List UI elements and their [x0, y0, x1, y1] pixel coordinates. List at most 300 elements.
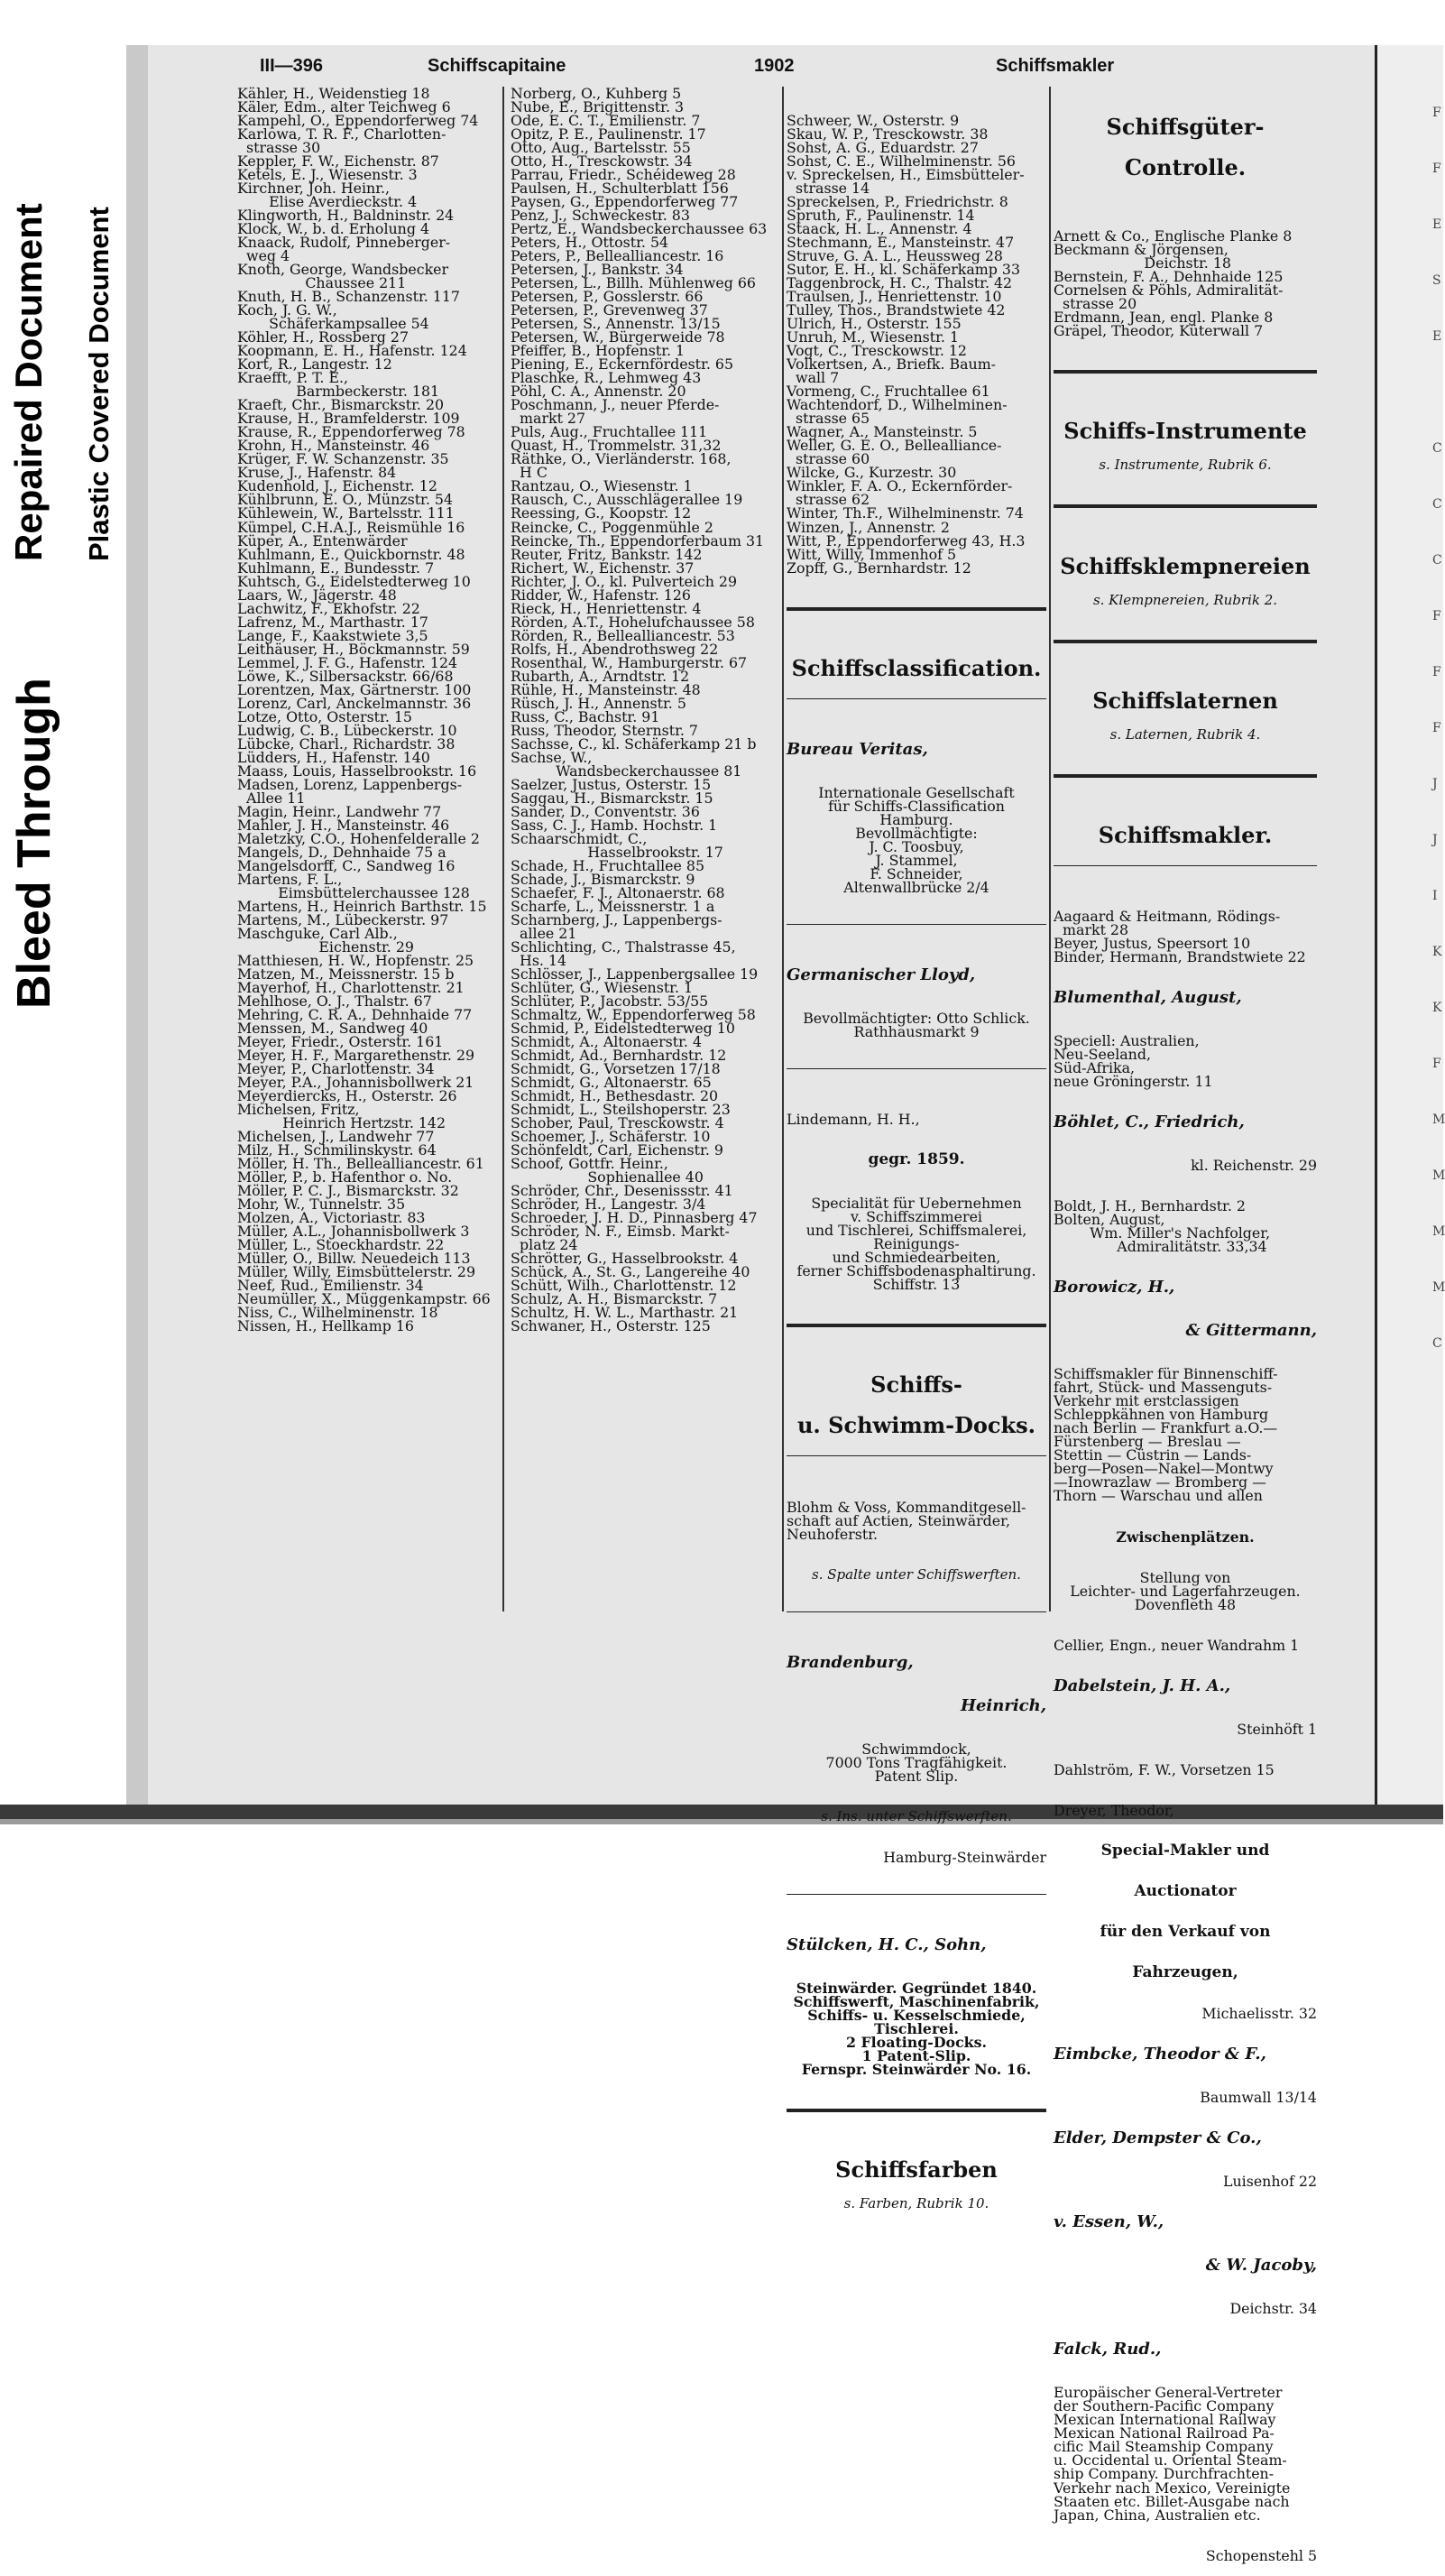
list-entry: Mayerhof, H., Charlottenstr. 21 — [237, 979, 465, 997]
list-entry: Meyerdiercks, H., Osterstr. 26 — [237, 1087, 457, 1105]
list-entry: Meyer, P., Charlottenstr. 34 — [237, 1060, 435, 1078]
list-entry: ferner Schiffsbodenasphaltirung. — [796, 1262, 1036, 1280]
list-entry: Winter, Th.F., Wilhelminenstr. 74 — [787, 504, 1024, 522]
list-entry: schaft auf Actien, Steinwärder, — [787, 1511, 1010, 1529]
list-entry: Spreckelsen, P., Friedrichstr. 8 — [787, 193, 1008, 211]
list-entry: —Inowrazlaw — Bromberg — — [1054, 1473, 1266, 1491]
list-entry: Winzen, J., Annenstr. 2 — [787, 518, 950, 536]
list-entry: Norberg, O., Kuhberg 5 — [511, 85, 682, 102]
list-entry: Krohn, H., Mansteinstr. 46 — [237, 437, 430, 455]
elder-address: Luisenhof 22 — [1223, 2173, 1317, 2191]
list-entry: Mexican National Railroad Pa- — [1054, 2424, 1275, 2442]
list-entry: Internationale Gesellschaft — [818, 783, 1015, 801]
list-entry: Küper, A., Entenwärder — [237, 531, 408, 549]
section-makler-title: Schiffsmakler. — [1098, 821, 1273, 848]
list-entry: Admiralitätstr. 33,34 — [1054, 1238, 1267, 1256]
list-entry: strasse 62 — [787, 491, 870, 509]
column-3 — [787, 87, 1046, 2224]
list-entry: Matzen, M., Meissnerstr. 15 b — [237, 965, 455, 983]
list-entry: Kraeft, Chr., Bismarckstr. 20 — [237, 396, 445, 414]
list-entry: Opitz, P. E., Paulinenstr. 17 — [511, 125, 706, 143]
list-entry: Peters, H., Ottostr. 54 — [511, 234, 669, 252]
list-entry: Sutor, E. H., kl. Schäferkamp 33 — [787, 261, 1021, 279]
adjacent-fragment: E — [1432, 329, 1442, 344]
section-rule-thin — [787, 1455, 1046, 1470]
dreyer-special-1: Special-Makler und — [1100, 1841, 1270, 1860]
section-rule — [787, 1324, 1046, 1341]
list-entry: nach Berlin — Frankfurt a.O.— — [1054, 1419, 1278, 1437]
list-entry: Schroeder, J. H. D., Pinnasberg 47 — [511, 1209, 758, 1227]
column-2-list — [511, 87, 779, 1333]
list-entry: Karlowa, T. R. F., Charlotten- — [237, 125, 446, 143]
list-entry: Barmbeckerstr. 181 — [237, 383, 440, 401]
list-entry: neue Gröningerstr. 11 — [1054, 1073, 1213, 1091]
list-entry: Ketels, E. J., Wiesenstr. 3 — [237, 166, 418, 184]
column-3-list — [787, 114, 1046, 575]
list-entry: Koch, J. G. W., — [237, 301, 337, 319]
list-entry: Kühlewein, W., Bartelsstr. 111 — [237, 504, 455, 522]
list-entry: Lorentzen, Max, Gärtnerstr. 100 — [237, 680, 472, 698]
blohm-voss-details — [787, 1500, 1046, 1541]
list-entry: strasse 14 — [787, 180, 870, 198]
dreyer-address: Michaelisstr. 32 — [1201, 2005, 1317, 2023]
divider — [787, 1068, 1046, 1083]
essen-address: Deichstr. 34 — [1229, 2300, 1317, 2318]
list-entry: Parrau, Friedr., Schéideweg 28 — [511, 166, 736, 184]
list-entry: strasse 30 — [237, 139, 321, 157]
blumenthal-name: Blumenthal, August, — [1054, 987, 1242, 1007]
column-rule-1 — [502, 87, 504, 1611]
list-entry: Koopmann, E. H., Hafenstr. 124 — [237, 342, 467, 360]
adjacent-fragment: F — [1432, 609, 1441, 623]
list-entry: Rathhausmarkt 9 — [853, 1023, 980, 1041]
list-entry: 2 Floating-Docks. — [845, 2034, 988, 2052]
list-entry: Bernstein, F. A., Dehnhaide 125 — [1054, 268, 1284, 286]
list-entry: Vormeng, C., Fruchtallee 61 — [787, 383, 990, 401]
list-entry: Schade, H., Fruchtallee 85 — [511, 856, 705, 874]
list-entry: Schlichting, C., Thalstrasse 45, — [511, 937, 736, 956]
list-entry: Schiffsmakler für Binnenschiff- — [1054, 1365, 1278, 1383]
zwischenplaetzen: Zwischenplätzen. — [1116, 1528, 1255, 1546]
list-entry: Martens, F. L., — [237, 870, 343, 888]
eimbcke-name: Eimbcke, Theodor & F., — [1054, 2045, 1266, 2064]
column-rule-3 — [1049, 87, 1051, 1611]
list-entry: Ludwig, C. B., Lübeckerstr. 10 — [237, 721, 457, 739]
eimbcke-address: Baumwall 13/14 — [1200, 2089, 1317, 2107]
list-entry: Madsen, Lorenz, Lappenbergs- — [237, 775, 463, 793]
list-entry: Richter, J. O., kl. Pulverteich 29 — [511, 572, 737, 590]
list-entry: Scharfe, L., Meissnerstr. 1 a — [511, 897, 715, 915]
list-entry: Steinwärder. Gegründet 1840. — [796, 1980, 1037, 1997]
list-entry: Schleppkähnen von Hamburg — [1054, 1406, 1269, 1424]
list-entry: Rolfs, H., Abendrothsweg 22 — [511, 640, 719, 658]
list-entry: Rantzau, O., Wiesenstr. 1 — [511, 477, 693, 495]
list-entry: Hamburg. — [879, 810, 953, 828]
list-entry: Milz, H., Schmilinskystr. 64 — [237, 1141, 437, 1159]
list-entry: Matthiesen, H. W., Hopfenstr. 25 — [237, 952, 474, 969]
section-gueter-title-2: Controlle. — [1124, 154, 1247, 181]
dabelstein-name: Dabelstein, J. H. A., — [1054, 1676, 1231, 1695]
list-entry: Schiffs- u. Kesselschmiede, — [807, 2007, 1026, 2025]
list-entry: Martens, H., Heinrich Barthstr. 15 — [237, 897, 487, 915]
list-entry: Binder, Hermann, Brandstwiete 22 — [1054, 947, 1306, 965]
list-entry: H C — [511, 464, 548, 482]
adjacent-fragment: C — [1432, 441, 1442, 456]
list-entry: Reessing, G., Koopstr. 12 — [511, 504, 692, 522]
list-entry: ship Company. Durchfrachten- — [1054, 2465, 1275, 2483]
list-entry: Möller, P. C. J., Bismarckstr. 32 — [237, 1182, 459, 1200]
list-entry: Sohst, C. E., Wilhelminenstr. 56 — [787, 152, 1016, 171]
list-entry: Leichter- und Lagerfahrzeugen. — [1070, 1582, 1301, 1600]
list-entry: Petersen, P., Grevenweg 37 — [511, 301, 708, 319]
list-entry: Chaussee 211 — [237, 274, 407, 292]
dreyer-special-3: für den Verkauf von — [1100, 1922, 1271, 1941]
list-entry: Reincke, Th., Eppendorferbaum 31 — [511, 531, 765, 549]
list-entry: Kuhtsch, G., Eidelstedterweg 10 — [237, 572, 471, 590]
list-entry: Schwimmdock, — [861, 1740, 971, 1758]
list-entry: Sohst, A. G., Eduardstr. 27 — [787, 139, 979, 157]
list-entry: Schoemer, J., Schäferstr. 10 — [511, 1128, 711, 1146]
adjacent-fragment: J — [1432, 833, 1438, 847]
list-entry: Nube, E., Brigittenstr. 3 — [511, 98, 685, 116]
list-entry: berg—Posen—Nakel—Montwy — [1054, 1460, 1274, 1478]
stuelcken-details — [787, 1980, 1046, 2079]
list-entry: Stettin — Cüstrin — Lands- — [1054, 1446, 1252, 1464]
list-entry: Knoth, George, Wandsbecker — [237, 261, 449, 279]
bureau-veritas-details — [787, 783, 1046, 896]
list-entry: Rühle, H., Mansteinstr. 48 — [511, 680, 701, 698]
section-rule — [787, 2109, 1046, 2126]
list-entry: Meyer, P.A., Johannisbollwerk 21 — [237, 1074, 474, 1092]
list-entry: Plaschke, R., Lehmweg 43 — [511, 369, 702, 387]
list-entry: Schönfeldt, Carl, Eichenstr. 9 — [511, 1141, 723, 1159]
list-entry: cific Mail Steamship Company — [1054, 2438, 1274, 2456]
list-entry: Kümpel, C.H.A.J., Reismühle 16 — [237, 518, 465, 536]
section-rule — [1054, 504, 1317, 522]
list-entry: Lüdders, H., Hafenstr. 140 — [237, 748, 430, 766]
list-entry: Michelsen, Fritz, — [237, 1101, 360, 1119]
list-entry: Reincke, C., Poggenmühle 2 — [511, 518, 713, 536]
list-entry: wall 7 — [787, 369, 840, 387]
column-rule-2 — [782, 87, 784, 1611]
list-entry: Paysen, G., Eppendorferweg 77 — [511, 193, 739, 211]
section-gueter-title-1: Schiffsgüter- — [1106, 114, 1265, 141]
list-entry: Wachtendorf, D., Wilhelminen- — [787, 396, 1008, 414]
list-entry: Menssen, M., Sandweg 40 — [237, 1020, 428, 1038]
stamp-repaired-document: Repaired Document — [7, 203, 50, 561]
list-entry: Reinigungs- — [873, 1235, 960, 1253]
list-entry: Weller, G. E. O., Bellealliance- — [787, 437, 1002, 455]
list-entry: Schmidt, L., Steilshoperstr. 23 — [511, 1101, 731, 1119]
list-entry: Maletzky, C.O., Hohenfelderalle 2 — [237, 829, 480, 847]
section-docks-title-1: Schiffs- — [870, 1371, 962, 1399]
list-entry: Scharnberg, J., Lappenbergs- — [511, 910, 722, 928]
list-entry: Fürstenberg — Breslau — — [1054, 1433, 1241, 1451]
page-number: III—396 — [260, 56, 324, 76]
list-entry: Schlüter, P., Jacobstr. 53/55 — [511, 993, 709, 1011]
adjacent-fragment: S — [1432, 273, 1441, 288]
boehlet-address: kl. Reichenstr. 29 — [1191, 1157, 1317, 1175]
list-entry: Lafrenz, M., Marthastr. 17 — [237, 613, 428, 631]
cellier-entry: Cellier, Engn., neuer Wandrahm 1 — [1054, 1636, 1300, 1654]
dahlstroem-entry: Dahlström, F. W., Vorsetzen 15 — [1054, 1760, 1275, 1778]
list-entry: Keppler, F. W., Eichenstr. 87 — [237, 152, 439, 171]
list-entry: J. C. Toosbuy, — [869, 837, 964, 855]
list-entry: Penz, J., Schweckestr. 83 — [511, 207, 690, 225]
blohm-voss-ref: s. Spalte unter Schiffswerften. — [812, 1565, 1021, 1583]
list-entry: Lange, F., Kaakstwiete 3,5 — [237, 626, 428, 644]
section-rule-thin — [787, 698, 1046, 713]
list-entry: Schmidt, Ad., Bernhardstr. 12 — [511, 1047, 727, 1065]
list-entry: Taggenbrock, H. C., Thalstr. 42 — [787, 274, 1013, 292]
list-entry: Russ, Theodor, Sternstr. 7 — [511, 721, 698, 739]
list-entry: Mohr, W., Tunnelstr. 35 — [237, 1196, 406, 1214]
list-entry: Reuter, Fritz, Bankstr. 142 — [511, 545, 703, 563]
section-farben-title: Schiffsfarben — [835, 2156, 998, 2184]
list-entry: Schiffswerft, Maschinenfabrik, — [793, 1993, 1040, 2011]
list-entry: Kort, R., Langestr. 12 — [237, 355, 392, 374]
list-entry: platz 24 — [511, 1236, 578, 1254]
adjacent-page-strip — [1377, 45, 1443, 1805]
boehlet-name: Böhlet, C., Friedrich, — [1054, 1113, 1245, 1132]
list-entry: Räthke, O., Vierländerstr. 168, — [511, 450, 732, 468]
list-entry: Rubarth, A., Arndtstr. 12 — [511, 667, 690, 685]
list-entry: Rörden, R., Bellealliancestr. 53 — [511, 626, 735, 644]
list-entry: Schulz, A. H., Bismarckstr. 7 — [511, 1290, 718, 1308]
section-klempner-ref: s. Klempnereien, Rubrik 2. — [1092, 591, 1278, 608]
germanischer-lloyd-details — [787, 1011, 1046, 1039]
list-entry: Mangels, D., Dehnhaide 75 a — [237, 843, 446, 861]
list-entry: Traulsen, J., Henriettenstr. 10 — [787, 288, 1002, 306]
list-entry: u. Occidental u. Oriental Steam- — [1054, 2451, 1287, 2470]
list-entry: Tulley, Thos., Brandstwiete 42 — [787, 301, 1006, 319]
list-entry: Witt, Willy, Immenhof 5 — [787, 545, 957, 563]
adjacent-fragment: K — [1432, 945, 1442, 959]
list-entry: Vogt, C., Tresckowstr. 12 — [787, 342, 967, 360]
list-entry: Schmidt, H., Bethesdastr. 20 — [511, 1087, 719, 1105]
makler-list-a — [1054, 909, 1317, 964]
list-entry: Kühlbrunn, E. O., Münzstr. 54 — [237, 491, 454, 509]
list-entry: Stellung von — [1139, 1568, 1231, 1586]
list-entry: Löwe, K., Silbersackstr. 66/68 — [237, 667, 454, 685]
list-entry: Lachwitz, F., Ekhofstr. 22 — [237, 599, 420, 617]
list-entry: Petersen, J., Bankstr. 34 — [511, 261, 684, 279]
list-entry: Meyer, H. F., Margarethenstr. 29 — [237, 1047, 475, 1065]
list-entry: Möller, H. Th., Bellealliancestr. 61 — [237, 1155, 484, 1173]
list-entry: Kudenhold, J., Eichenstr. 12 — [237, 477, 437, 495]
falck-name: Falck, Rud., — [1054, 2340, 1162, 2359]
lindemann-founded: gegr. 1859. — [868, 1150, 965, 1169]
list-entry: Maass, Louis, Hasselbrookstr. 16 — [237, 762, 477, 780]
list-entry: Müller, L., Stoeckhardstr. 22 — [237, 1236, 445, 1254]
list-entry: Schück, A., St. G., Langereihe 40 — [511, 1263, 750, 1281]
adjacent-fragment: C — [1432, 553, 1442, 568]
list-entry: Mehlhose, O. J., Thalstr. 67 — [237, 993, 432, 1011]
list-entry: Rosenthal, W., Hamburgerstr. 67 — [511, 653, 748, 671]
list-entry: Petersen, W., Bürgerweide 78 — [511, 328, 725, 346]
list-entry: Petersen, S., Annenstr. 13/15 — [511, 315, 721, 333]
adjacent-fragment: E — [1432, 217, 1442, 232]
header-right-title: Schiffsmakler — [996, 56, 1115, 76]
adjacent-fragment: M — [1432, 1280, 1445, 1295]
sidebar-stamps — [0, 0, 126, 1029]
list-entry: Lemmel, J. F. G., Hafenstr. 124 — [237, 653, 458, 671]
list-entry: Knuth, H. B., Schanzenstr. 117 — [237, 288, 460, 306]
list-entry: Schaarschmidt, C., — [511, 829, 648, 847]
adjacent-fragment: F — [1432, 106, 1441, 120]
dreyer-entry: Dreyer, Theodor, — [1054, 1801, 1174, 1819]
list-entry: Müller, O., Billw. Neuedeich 113 — [237, 1250, 471, 1268]
adjacent-fragment: I — [1432, 889, 1438, 903]
list-entry: strasse 65 — [787, 410, 870, 428]
stamp-plastic-covered: Plastic Covered Document — [83, 207, 115, 561]
list-entry: Ulrich, H., Osterstr. 155 — [787, 315, 962, 333]
adjacent-fragment: K — [1432, 1001, 1442, 1015]
germanischer-lloyd-name: Germanischer Lloyd, — [787, 965, 976, 984]
section-rule — [1054, 370, 1317, 387]
list-entry: Sophienallee 40 — [511, 1168, 704, 1186]
gueter-list — [1054, 227, 1317, 340]
list-entry: Lorenz, Carl, Anckelmannstr. 36 — [237, 694, 472, 712]
list-entry: Eichenstr. 29 — [237, 937, 414, 956]
list-entry: markt 27 — [511, 410, 586, 428]
borowicz-details — [1054, 1365, 1317, 1505]
list-entry: Niss, C., Wilhelminenstr. 18 — [237, 1304, 438, 1322]
list-entry: Möller, P., b. Hafenthor o. No. — [237, 1168, 453, 1186]
list-entry: und Tischlerei, Schiffsmalerei, — [805, 1222, 1027, 1240]
list-entry: Rüsch, J. H., Annenstr. 5 — [511, 694, 686, 712]
list-entry: Rausch, C., Ausschlägerallee 19 — [511, 491, 743, 509]
list-entry: Speciell: Australien, — [1054, 1032, 1200, 1049]
stamp-bleed-through: Bleed Through — [8, 678, 60, 1009]
column-4 — [1054, 87, 1317, 2576]
list-entry: Boldt, J. H., Bernhardstr. 2 — [1054, 1197, 1246, 1215]
list-entry: strasse 60 — [787, 450, 870, 468]
essen-name: v. Essen, W., — [1054, 2212, 1164, 2232]
list-entry: Schmidt, A., Altonaerstr. 4 — [511, 1033, 703, 1051]
list-entry: v. Spreckelsen, H., Eimsbütteler- — [787, 166, 1025, 184]
list-entry: Kampehl, O., Eppendorferweg 74 — [237, 112, 479, 130]
list-entry: Schlösser, J., Lappenbergsallee 19 — [511, 965, 759, 983]
list-entry: Eimsbüttelerchaussee 128 — [237, 883, 470, 901]
list-entry: Wandsbeckerchaussee 81 — [511, 762, 742, 780]
list-entry: Pertz, E., Wandsbeckerchaussee 63 — [511, 220, 768, 238]
list-entry: Laars, W., Jägerstr. 48 — [237, 586, 397, 604]
list-entry: 1 Patent-Slip. — [861, 2047, 971, 2065]
list-entry: Winkler, F. A. O., Eckernförder- — [787, 477, 1013, 495]
list-entry: Schultz, H. W. L., Marthastr. 21 — [511, 1304, 739, 1322]
list-entry: Unruh, M., Wiesenstr. 1 — [787, 328, 960, 346]
list-entry: Maschguke, Carl Alb., — [237, 924, 398, 942]
list-entry: Otto, Aug., Bartelsstr. 55 — [511, 139, 691, 157]
list-entry: Klingworth, H., Baldninstr. 24 — [237, 207, 455, 225]
list-entry: Schmaltz, W., Eppendorferweg 58 — [511, 1006, 756, 1024]
scan-edge — [126, 45, 148, 1805]
brandenburg-ref: s. Ins. unter Schiffswerften. — [821, 1807, 1012, 1824]
list-entry: Meyer, Friedr., Osterstr. 161 — [237, 1033, 444, 1051]
list-entry: Krause, R., Eppendorferweg 78 — [237, 423, 465, 441]
list-entry: fahrt, Stück- und Massenguts- — [1054, 1379, 1273, 1397]
list-entry: Verkehr nach Mexico, Vereinigte — [1054, 2479, 1291, 2497]
section-laternen-title: Schiffslaternen — [1092, 687, 1278, 714]
list-entry: Schmid, P., Eidelstedterweg 10 — [511, 1020, 735, 1038]
list-entry: Bolten, August, — [1054, 1211, 1165, 1229]
divider — [787, 1611, 1046, 1626]
list-entry: Martens, M., Lübeckerstr. 97 — [237, 910, 449, 928]
list-entry: Schade, J., Bismarckstr. 9 — [511, 870, 695, 888]
adjacent-fragment: F — [1432, 665, 1441, 679]
list-entry: Lotze, Otto, Osterstr. 15 — [237, 707, 412, 725]
list-entry: Neu-Seeland, — [1054, 1046, 1151, 1064]
blumenthal-details — [1054, 1032, 1317, 1091]
list-entry: Mehring, C. R. A., Dehnhaide 77 — [237, 1006, 473, 1024]
list-entry: Petersen, P., Gosslerstr. 66 — [511, 288, 704, 306]
adjacent-fragment: J — [1432, 777, 1438, 791]
list-entry: Altenwallbrücke 2/4 — [843, 878, 989, 896]
list-entry: Puls, Aug., Fruchtallee 111 — [511, 423, 708, 441]
list-entry: Deichstr. 18 — [1054, 254, 1231, 272]
list-entry: allee 21 — [511, 924, 577, 942]
list-entry: Köhler, H., Rossberg 27 — [237, 328, 410, 346]
list-entry: Peters, P., Bellealliancestr. 16 — [511, 247, 724, 265]
section-rule — [1054, 774, 1317, 791]
list-entry: Allee 11 — [237, 789, 306, 807]
list-entry: Kuhlmann, E., Quickbornstr. 48 — [237, 545, 465, 563]
list-entry: Schlüter, G., Wiesenstr. 1 — [511, 979, 694, 997]
list-entry: Europäischer General-Vertreter — [1054, 2384, 1283, 2402]
bureau-veritas-name: Bureau Veritas, — [787, 739, 928, 759]
adjacent-fragment: F — [1432, 721, 1441, 735]
list-entry: Lübcke, Charl., Richardstr. 38 — [237, 734, 456, 752]
list-entry: weg 4 — [237, 247, 290, 265]
list-entry: Schmidt, G., Altonaerstr. 65 — [511, 1074, 712, 1092]
list-entry: Kirchner, Joh. Heinr., — [237, 180, 391, 198]
list-entry: v. Schiffszimmerei — [851, 1208, 982, 1226]
dreyer-special-4: Fahrzeugen, — [1132, 1963, 1238, 1981]
section-classification-title: Schiffsclassification. — [791, 654, 1042, 681]
section-laternen-ref: s. Laternen, Rubrik 4. — [1109, 725, 1261, 743]
list-entry: Pfeiffer, B., Hopfenstr. 1 — [511, 342, 686, 360]
list-entry: markt 28 — [1054, 920, 1129, 938]
list-entry: Skau, W. P., Tresckowstr. 38 — [787, 125, 989, 143]
divider — [787, 1894, 1046, 1908]
list-entry: Heinrich Hertzstr. 142 — [237, 1114, 446, 1132]
list-entry: Beckmann & Jörgensen, — [1054, 241, 1229, 259]
list-entry: Gräpel, Theodor, Küterwall 7 — [1054, 322, 1264, 340]
lindemann-details — [787, 1195, 1046, 1294]
stuelcken-name: Stülcken, H. C., Sohn, — [787, 1934, 987, 1954]
list-entry: Wilcke, G., Kurzestr. 30 — [787, 464, 957, 482]
list-entry: Japan, China, Australien etc. — [1054, 2506, 1261, 2524]
list-entry: Schoof, Gottfr. Heinr., — [511, 1155, 668, 1173]
list-entry: Schober, Paul, Tresckowstr. 4 — [511, 1114, 724, 1132]
list-entry: Spruth, F., Paulinenstr. 14 — [787, 207, 975, 225]
adjacent-fragment: M — [1432, 1168, 1445, 1183]
elder-name: Elder, Dempster & Co., — [1054, 2128, 1262, 2148]
list-entry: F. Schneider, — [870, 864, 963, 882]
list-entry: Sass, C. J., Hamb. Hochstr. 1 — [511, 816, 718, 834]
dreyer-special-2: Auctionator — [1134, 1881, 1237, 1900]
list-entry: Neumüller, X., Müggenkampstr. 66 — [237, 1290, 491, 1308]
list-entry: Magin, Heinr., Landwehr 77 — [237, 802, 442, 820]
adjacent-fragment: F — [1432, 162, 1441, 176]
list-entry: strasse 20 — [1054, 295, 1137, 313]
list-entry: Schweer, W., Osterstr. 9 — [787, 112, 960, 130]
list-entry: Knaack, Rudolf, Pinneberger- — [237, 234, 451, 252]
list-entry: Sachsse, C., kl. Schäferkamp 21 b — [511, 734, 757, 752]
list-entry: 7000 Tons Tragfähigkeit. — [825, 1753, 1008, 1771]
adjacent-fragment: F — [1432, 1057, 1441, 1071]
